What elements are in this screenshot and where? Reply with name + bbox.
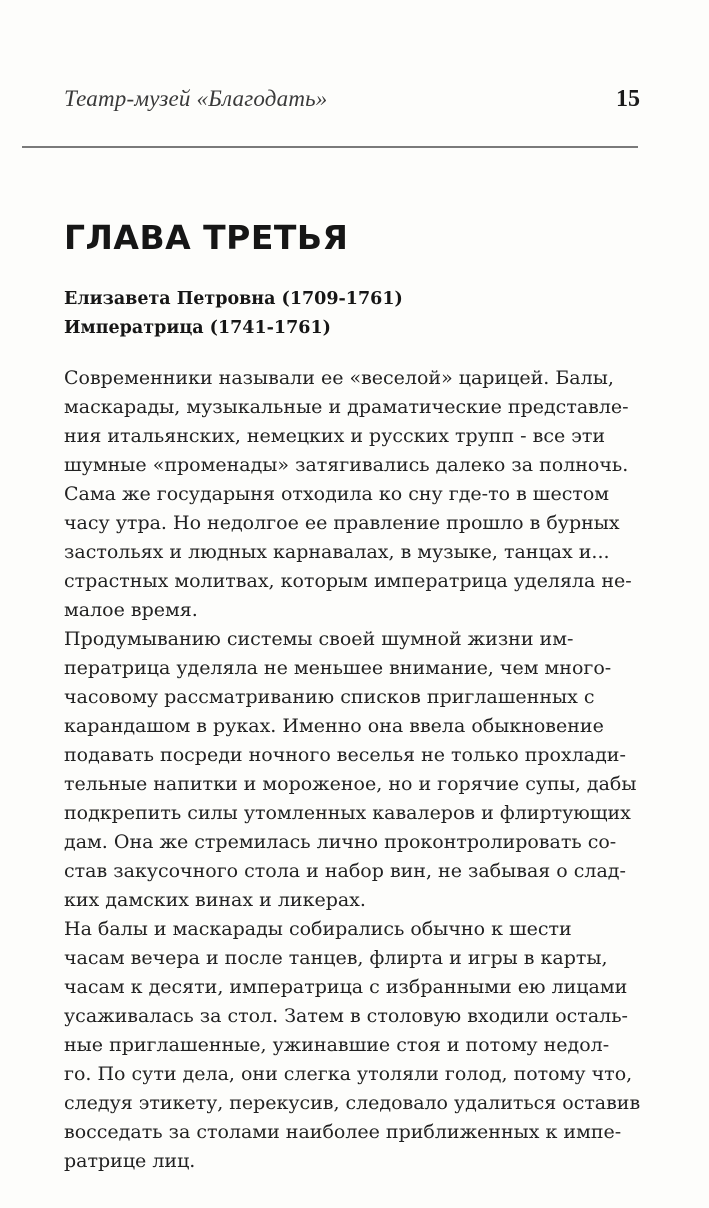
text-line: восседать за столами наиболее приближенных к импе- bbox=[64, 1121, 622, 1143]
text-line: На балы и маскарады собирались обычно к шести bbox=[64, 918, 572, 940]
chapter-title: ГЛАВА ТРЕТЬЯ bbox=[64, 218, 349, 257]
text-line: ператрица уделяла не меньшее внимание, чем много- bbox=[64, 657, 612, 679]
text-line: усаживалась за стол. Затем в столовую входили осталь- bbox=[64, 1005, 628, 1027]
text-line: карандашом в руках. Именно она ввела обыкновение bbox=[64, 715, 604, 737]
running-head bbox=[64, 86, 640, 116]
text-line: Продумыванию системы своей шумной жизни им- bbox=[64, 628, 574, 650]
text-line: подкрепить силы утомленных кавалеров и флиртующих bbox=[64, 802, 631, 824]
text-line: ные приглашенные, ужинавшие стоя и потому недол- bbox=[64, 1034, 610, 1056]
text-line: ратрице лиц. bbox=[64, 1150, 196, 1172]
page-number: 15 bbox=[616, 86, 640, 112]
text-line: застольях и людных карнавалах, в музыке, танцах и... bbox=[64, 541, 610, 563]
subtitle-line: Елизавета Петровна (1709-1761) bbox=[64, 289, 403, 309]
text-line: го. По сути дела, они слегка утоляли голод, потому что, bbox=[64, 1063, 633, 1085]
text-line: тельные напитки и мороженое, но и горячие супы, дабы bbox=[64, 773, 637, 795]
text-line: часам к десяти, императрица с избранными ею лицами bbox=[64, 976, 628, 998]
text-line: подавать посреди ночного веселья не только прохлади- bbox=[64, 744, 626, 766]
text-line: ния итальянских, немецких и русских трупп - все эти bbox=[64, 425, 606, 447]
subtitle-line: Императрица (1741-1761) bbox=[64, 318, 331, 338]
text-line: следуя этикету, перекусив, следовало удалиться оставив bbox=[64, 1092, 641, 1114]
text-line: став закусочного стола и набор вин, не забывая о слад- bbox=[64, 860, 626, 882]
text-line: Современники называли ее «веселой» царицей. Балы, bbox=[64, 367, 614, 389]
text-line: страстных молитвах, которым императрица уделяла не- bbox=[64, 570, 632, 592]
chapter-subtitle bbox=[64, 285, 624, 343]
text-line: часам вечера и после танцев, флирта и игры в карты, bbox=[64, 947, 608, 969]
text-line: шумные «променады» затягивались далеко за полночь. bbox=[64, 454, 629, 476]
text-line: малое время. bbox=[64, 599, 198, 621]
text-line: дам. Она же стремилась лично проконтролировать со- bbox=[64, 831, 617, 853]
text-line: часу утра. Но недолгое ее правление прошло в бурных bbox=[64, 512, 620, 534]
running-title: Театр-музей «Благодать» bbox=[64, 86, 328, 111]
text-line: маскарады, музыкальные и драматические представле- bbox=[64, 396, 629, 418]
header-divider bbox=[22, 146, 638, 148]
text-line: ких дамских винах и ликерах. bbox=[64, 889, 366, 911]
text-line: Сама же государыня отходила ко сну где-то в шестом bbox=[64, 483, 610, 505]
text-line: часовому рассматриванию списков приглашенных с bbox=[64, 686, 595, 708]
